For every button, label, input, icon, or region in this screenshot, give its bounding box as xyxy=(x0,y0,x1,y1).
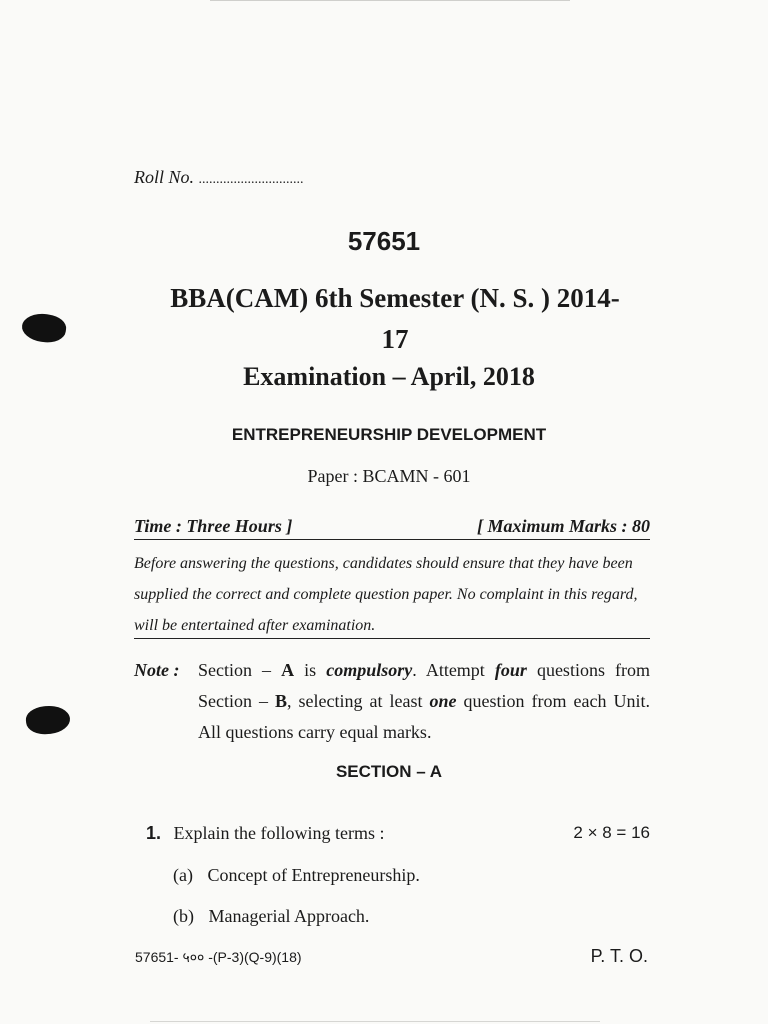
item-label: (a) xyxy=(173,865,193,885)
instructions-rule xyxy=(134,638,650,639)
roll-number-field xyxy=(134,167,304,188)
note-text xyxy=(198,655,650,748)
maximum-marks: [ Maximum Marks : 80 xyxy=(476,516,650,536)
subject-title: ENTREPRENEURSHIP DEVELOPMENT xyxy=(231,425,547,444)
paper-code: 57651 xyxy=(347,226,421,256)
paper-number: Paper : BCAMN - 601 xyxy=(307,466,471,486)
time-marks-row xyxy=(134,516,650,542)
note-part: is xyxy=(294,660,327,680)
question-1-item-b xyxy=(173,906,369,927)
note-four: four xyxy=(494,660,527,680)
exam-session: Examination – April, 2018 xyxy=(243,362,535,391)
note-compulsory: compulsory xyxy=(326,660,413,680)
course-title xyxy=(140,278,650,360)
note-part: Section – xyxy=(198,660,282,680)
page-bottom-edge xyxy=(150,1021,600,1022)
time-row-rule xyxy=(134,539,650,540)
please-turn-over: P. T. O. xyxy=(590,946,648,966)
footer-print-code: 57651- ५०० -(P-3)(Q-9)(18) xyxy=(135,949,302,965)
note-part: questions from Section – xyxy=(198,660,650,711)
note-section-b: B xyxy=(275,691,288,711)
course-title-line-1: BBA(CAM) 6th Semester (N. S. ) 2014- xyxy=(170,283,620,313)
time-allowed: Time : Three Hours ] xyxy=(134,516,293,536)
note-part: question from each Unit. All questions carry equal marks. xyxy=(198,691,650,742)
item-text: Concept of Entrepreneurship. xyxy=(207,865,420,885)
question-marks: 2 × 8 = 16 xyxy=(573,823,650,842)
note-part: , selecting at least xyxy=(287,691,430,711)
course-title-line-2: 17 xyxy=(381,324,409,354)
page-top-edge xyxy=(210,0,570,1)
roll-label: Roll No. xyxy=(134,167,195,187)
note-section-a: A xyxy=(281,660,295,680)
question-number: 1. xyxy=(146,823,162,843)
punch-hole-bottom xyxy=(25,704,72,736)
item-label: (b) xyxy=(173,906,194,926)
section-a-heading: SECTION – A xyxy=(335,762,443,781)
item-text: Managerial Approach. xyxy=(208,906,370,926)
candidate-instructions: Before answering the questions, candidates should ensure that they have been supplied the correct and complete question paper. No complaint in this regard, will be entertained after examination. xyxy=(134,555,638,634)
roll-dots: .............................. xyxy=(198,172,304,187)
question-text: Explain the following terms : xyxy=(173,823,385,843)
question-1-item-a xyxy=(173,865,420,886)
question-1 xyxy=(146,823,650,844)
punch-hole-top xyxy=(20,311,67,345)
note-one: one xyxy=(429,691,457,711)
note-label: Note : xyxy=(134,660,180,680)
note-part: . Attempt xyxy=(412,660,495,680)
